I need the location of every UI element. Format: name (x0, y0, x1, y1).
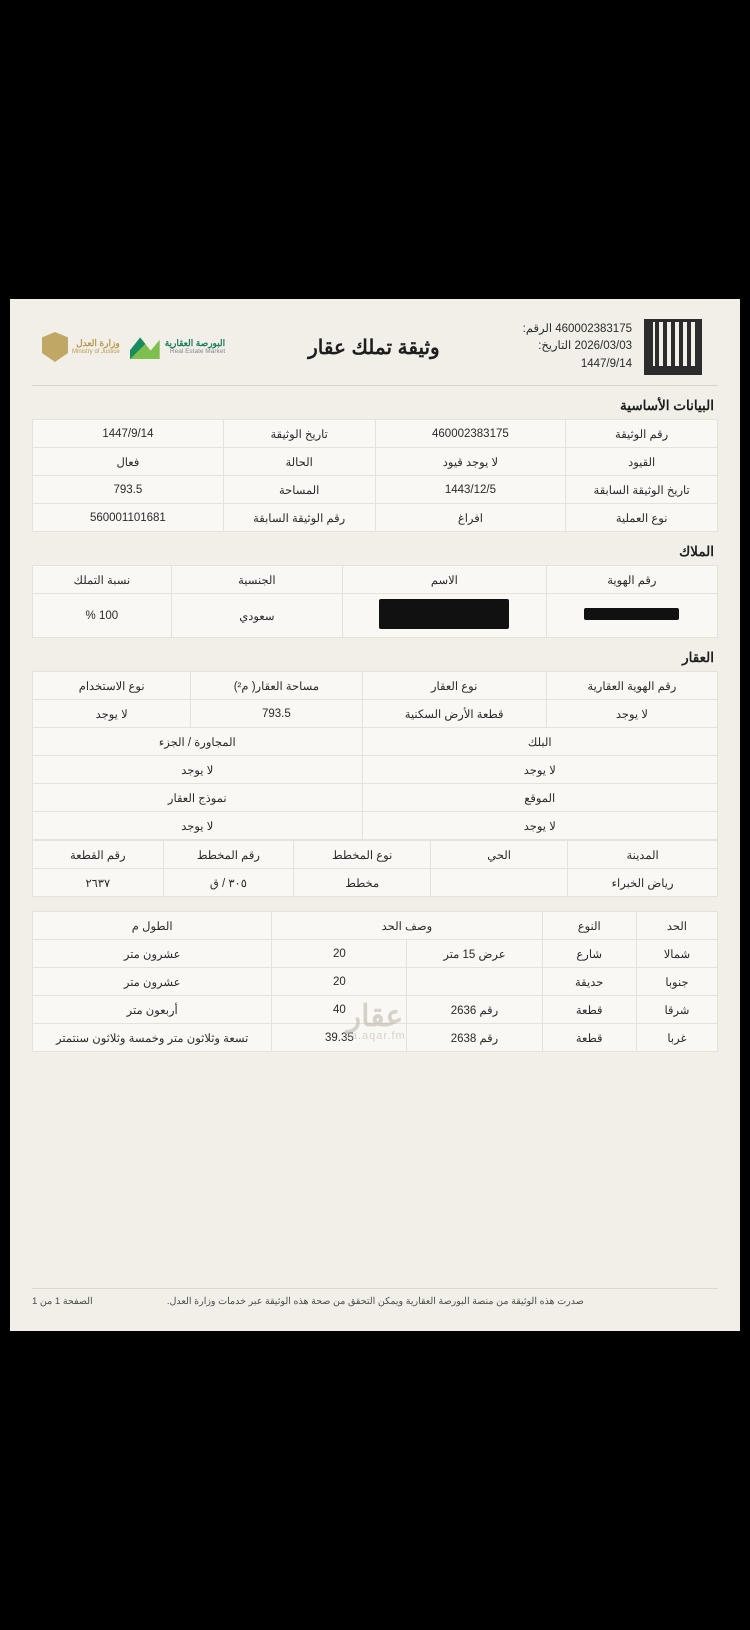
table-row (33, 476, 718, 504)
cell-label: رقم الوثيقة السابقة (223, 504, 375, 532)
table-header-row (33, 912, 718, 940)
cell-value: ٣٠٥ / ق (163, 869, 294, 897)
column-header-property-model: نموذج العقار (33, 784, 363, 812)
cell-label: تاريخ الوثيقة (223, 420, 375, 448)
moj-logo-en: Ministry of Justice (72, 348, 120, 355)
cell-value: 1447/9/14 (33, 420, 224, 448)
column-header-side: الحد (636, 912, 717, 940)
page-title: وثيقة تملك عقار (308, 336, 440, 359)
crest-icon (42, 332, 68, 362)
table-row (33, 940, 718, 968)
column-header-border-length: الطول م (33, 912, 272, 940)
cell-label: تاريخ الوثيقة السابقة (566, 476, 718, 504)
cell-value: فعال (33, 448, 224, 476)
border-side: غربا (636, 1024, 717, 1052)
column-header-plan-number: رقم المخطط (163, 841, 294, 869)
owner-share: 100 % (33, 594, 172, 638)
column-header-name: الاسم (342, 566, 546, 594)
header-number-row (523, 321, 632, 338)
table-row (33, 996, 718, 1024)
cell-value (431, 869, 568, 897)
owner-id-redacted (546, 594, 717, 638)
column-header-neighboring: المجاورة / الجزء (33, 728, 363, 756)
page-number: الصفحة 1 من 1 (32, 1296, 93, 1307)
column-header-block: البلك (362, 728, 718, 756)
cell-value: مخطط (294, 869, 431, 897)
cell-value: قطعة الأرض السكنية (362, 700, 546, 728)
border-desc: رقم 2636 (407, 996, 542, 1024)
table-row (33, 700, 718, 728)
cell-label: نوع العملية (566, 504, 718, 532)
rem-logo-ar: البورصة العقارية (164, 338, 226, 349)
cell-value: 560001101681 (33, 504, 224, 532)
table-row (33, 594, 718, 638)
column-header-plan-type: نوع المخطط (294, 841, 431, 869)
rem-logo-en: Real Estate Market (169, 348, 226, 356)
cell-value: لا يوجد (362, 756, 718, 784)
border-desc (407, 968, 542, 996)
border-desc: عرض 15 متر (407, 940, 542, 968)
border-length-text: تسعة وثلاثون متر وخمسة وثلاثون سنتمتر (33, 1024, 272, 1052)
cell-value: 793.5 (33, 476, 224, 504)
section-title-owners: الملاك (679, 544, 714, 559)
table-row (33, 448, 718, 476)
column-header-share: نسبة التملك (33, 566, 172, 594)
column-header-city: المدينة (568, 841, 718, 869)
borders-table (32, 911, 718, 1052)
column-header-border-desc: وصف الحد (272, 912, 542, 940)
table-row (33, 756, 718, 784)
border-type: قطعة (542, 1024, 636, 1052)
cell-value: لا يوجد (33, 812, 363, 840)
cell-value: 1443/12/5 (375, 476, 566, 504)
redaction-mark (584, 608, 679, 620)
header-number-label: الرقم: (522, 323, 553, 336)
section-title-basic: البيانات الأساسية (620, 398, 714, 413)
table-header-row (33, 841, 718, 869)
watermark-en: sa.aqar.fm (344, 1030, 406, 1042)
cell-label: الحالة (223, 448, 375, 476)
table-header-row (33, 728, 718, 756)
section-title-property: العقار (682, 650, 714, 665)
cell-value: لا يوجد (362, 812, 718, 840)
cell-label: المساحة (223, 476, 375, 504)
owners-table (32, 565, 718, 638)
document-header (32, 313, 718, 386)
property-table (32, 671, 718, 840)
table-row (33, 812, 718, 840)
border-type: حديقة (542, 968, 636, 996)
border-length-text: عشرون متر (33, 940, 272, 968)
border-length-number: 40 (272, 996, 407, 1024)
border-type: شارع (542, 940, 636, 968)
table-header-row (33, 784, 718, 812)
header-date-gregorian: 2026/03/03 (574, 340, 632, 353)
column-header-property-id: رقم الهوية العقارية (546, 672, 717, 700)
border-side: شمالا (636, 940, 717, 968)
cell-value: 460002383175 (375, 420, 566, 448)
document-footer (32, 1288, 718, 1307)
border-side: جنوبا (636, 968, 717, 996)
plan-table (32, 840, 718, 897)
cell-value: لا يوجد (33, 700, 191, 728)
column-header-border-type: النوع (542, 912, 636, 940)
border-side: شرقا (636, 996, 717, 1024)
real-estate-market-logo (130, 335, 225, 359)
header-date-label: التاريخ: (538, 340, 572, 353)
column-header-usage-type: نوع الاستخدام (33, 672, 191, 700)
cell-value: ٢٦٣٧ (33, 869, 164, 897)
redaction-mark (379, 599, 509, 629)
mountain-icon (130, 335, 160, 359)
cell-value: رياض الخبراء (568, 869, 718, 897)
column-header-nationality: الجنسية (171, 566, 342, 594)
table-row (33, 968, 718, 996)
owner-name-redacted (342, 594, 546, 638)
cell-value: لا يوجد قيود (375, 448, 566, 476)
border-length-number: 39.35 (272, 1024, 407, 1052)
border-length-text: أربعون متر (33, 996, 272, 1024)
moj-logo-ar: وزارة العدل (76, 338, 120, 349)
table-header-row (33, 566, 718, 594)
header-number-value: 460002383175 (555, 323, 632, 336)
column-header-property-area: مساحة العقار( م²) (191, 672, 362, 700)
cell-label: القيود (566, 448, 718, 476)
column-header-property-type: نوع العقار (362, 672, 546, 700)
cell-label: رقم الوثيقة (566, 420, 718, 448)
table-header-row (33, 672, 718, 700)
footer-note: صدرت هذه الوثيقة من منصة البورصة العقارية ويمكن التحقق من صحة هذه الوثيقة عبر خدمات وزارة العدل. (166, 1296, 584, 1307)
cell-value: لا يوجد (546, 700, 717, 728)
cell-value: افراغ (375, 504, 566, 532)
qr-code-icon (644, 319, 702, 375)
header-date-hijri: 1447/9/14 (580, 357, 632, 370)
table-row (33, 869, 718, 897)
document-page (10, 299, 740, 1331)
basic-data-table (32, 419, 718, 532)
border-desc: رقم 2638 (407, 1024, 542, 1052)
border-length-number: 20 (272, 940, 407, 968)
border-length-number: 20 (272, 968, 407, 996)
header-meta (523, 321, 632, 373)
ministry-of-justice-logo (42, 332, 120, 362)
cell-value: لا يوجد (33, 756, 363, 784)
border-length-text: عشرون متر (33, 968, 272, 996)
table-row (33, 1024, 718, 1052)
table-row (33, 420, 718, 448)
watermark-ar: عقار (346, 1000, 404, 1033)
column-header-district: الحي (431, 841, 568, 869)
brand-logos (42, 332, 225, 362)
column-header-id: رقم الهوية (546, 566, 717, 594)
table-row (33, 504, 718, 532)
header-date-row (523, 338, 632, 355)
column-header-location: الموقع (362, 784, 718, 812)
owner-nationality: سعودي (171, 594, 342, 638)
cell-value: 793.5 (191, 700, 362, 728)
border-type: قطعة (542, 996, 636, 1024)
column-header-parcel-number: رقم القطعة (33, 841, 164, 869)
